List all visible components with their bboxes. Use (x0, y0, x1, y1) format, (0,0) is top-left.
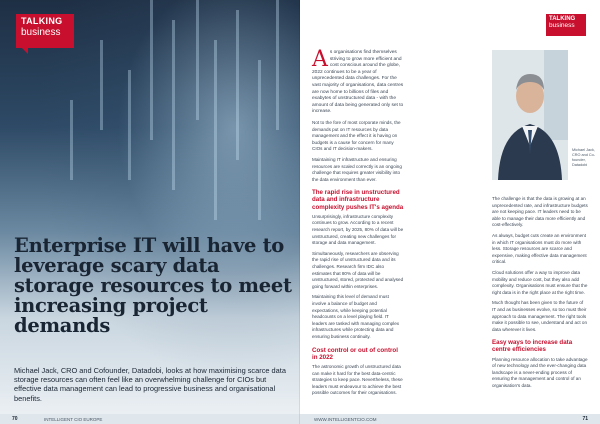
paragraph: The astronomic growth of unstructured data can make it hard for the best data-centric strategies to keep pace. Nevertheless, these leaders must endeavour to achieve the best possible outcomes for their organisations. (312, 363, 403, 396)
badge-line-2: business (21, 27, 61, 38)
paragraph: Maintaining this level of demand must involve a balance of budget and expectations, while keeping potential headcounts on a level playing field. IT leaders are tasked with managing complex infrastructures while protecting data and ensuring business continuity. (312, 294, 400, 339)
photo-caption: Michael Jack, CRO and Co-founder, Datadobi (572, 148, 596, 167)
badge-small-line-1: TALKING (549, 16, 576, 22)
talking-business-badge-small (546, 14, 586, 36)
person-portrait-image (492, 50, 568, 180)
badge-small-line-2: business (549, 22, 575, 29)
subheading-cost-control: Cost control or out of control in 2022 (312, 346, 398, 361)
paragraph: Not to the fore of most corporate minds, the demands put on IT resources by data management and the effect it is having on budgets is a cause for concern for many CIOs and IT decision-makers. (312, 119, 401, 152)
subheading-efficiencies: Easy ways to increase data centre efficiencies (492, 339, 573, 354)
paragraph: Cloud solutions offer a way to improve data mobility and reduce cost, but they also add complexity. Organisations must ensure that the right data is in the right place at the right time. (492, 269, 588, 295)
paragraph: Much thought has been given to the future of IT and as businesses evolve, so too must their approach to data management. The right tools make it possible to see, understand and act on data wherever it lives. (492, 300, 587, 332)
article-column-1 (312, 47, 404, 401)
author-portrait-photo (492, 50, 568, 180)
article-column-2 (492, 196, 588, 394)
article-standfirst: Michael Jack, CRO and Cofounder, Datadobi, looks at how maximising scarce data storage resources can often feel like an overwhelming challenge for CIOs but effective data management can lead to progressive business and organisational benefits. (14, 366, 286, 403)
right-page (300, 0, 600, 424)
right-footer-text: WWW.INTELLIGENTCIO.COM (314, 417, 377, 422)
paragraph: As always, budget cuts create an environment in which IT organisations must do more with less. Storage resources are scarce and expensive, making effective data management critical. (492, 232, 587, 265)
left-footer (0, 414, 300, 424)
paragraph: The challenge is that the data is growing at an unprecedented rate, and infrastructure budgets are not keeping pace. IT leaders need to be able to manage their data more efficiently and cost-effectively. (492, 196, 588, 228)
badge-line-1: TALKING (21, 16, 63, 26)
paragraph: Unsurprisingly, infrastructure complexity continues to grow. According to a recent research report, by 2025, 80% of data will be unstructured, creating new challenges for storage and data management. (312, 213, 404, 246)
drop-cap: A (312, 47, 328, 72)
right-page-number: 71 (582, 416, 588, 422)
talking-business-badge (16, 14, 74, 48)
paragraph: Maintaining IT infrastructure and ensuring resources are scaled correctly is an ongoing challenge that requires greater visibility into the data environment than ever. (312, 156, 402, 182)
article-headline: Enterprise IT will have to leverage scary data storage resources to meet increasing project demands (14, 234, 292, 337)
left-page-number: 70 (12, 416, 18, 422)
left-footer-text: INTELLIGENT CIO EUROPE (44, 417, 103, 422)
right-footer (300, 414, 600, 424)
lead-paragraph (312, 47, 404, 116)
lead-text: s organisations find themselves striving to grow more efficient and cost conscious around the globe, 2022 continues to be a year of unprecedented data challenges. For the vast majority of organisations, data centres are now home to billions of files and exabytes of unstructured data - with the amount of data being generated only set to increase. (312, 50, 404, 115)
paragraph: Simultaneously, researchers are observing the rapid rise of unstructured data and its challenges. Research firm IDC also estimates that 80% of data will be unstructured, stored, protected and analysed going forward within enterprises. (312, 250, 404, 289)
subheading-unstructured-data: The rapid rise in unstructured data and infrastructure complexity pushes IT's agenda (312, 189, 404, 211)
paragraph: Planning resource allocation to take advantage of new technology and the ever-changing data landscape is a never-ending process of ensuring the management and control of an organisation's data. (492, 356, 588, 389)
